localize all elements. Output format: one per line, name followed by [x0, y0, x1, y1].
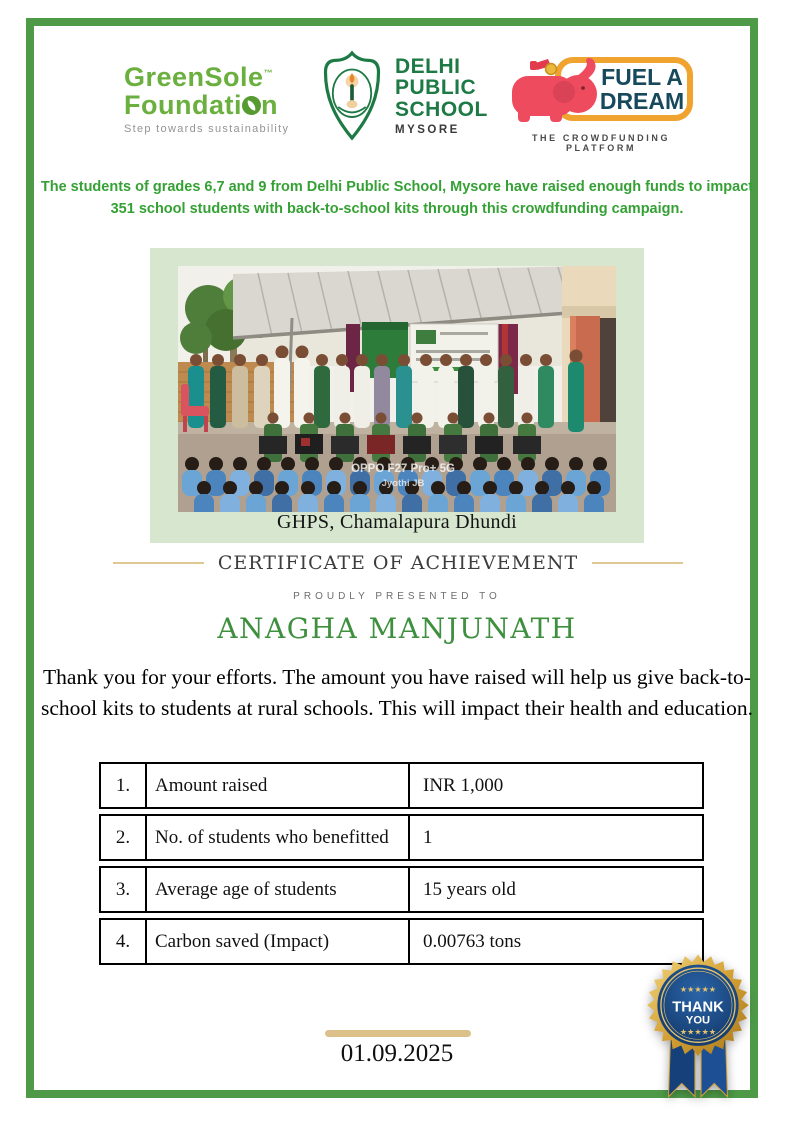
row-value: INR 1,000: [410, 762, 704, 809]
campaign-summary-line1: The students of grades 6,7 and 9 from Delhi Public School, Mysore have raised enough funds to impact: [40, 179, 754, 195]
greensole-wordmark: [124, 60, 294, 91]
thank-you-message: [0, 662, 794, 724]
thank-you-badge: [632, 944, 764, 1102]
badge-stars-bottom: ★★★★★: [679, 1027, 717, 1037]
table-row: [99, 762, 704, 809]
foundation-text-c: n: [260, 90, 278, 120]
photo-watermark-line2: Jyothi JB: [381, 478, 425, 489]
badge-text-you: YOU: [685, 1014, 711, 1027]
dps-shield-icon: [320, 50, 384, 142]
row-label: Amount raised: [147, 762, 410, 809]
thank-you-message-line1: Thank you for your efforts. The amount you have raised will help us give back-to-: [43, 665, 751, 689]
date-rule: [325, 1030, 471, 1037]
fuel-a-dream-mark: [506, 52, 696, 126]
leaf-icon: [242, 96, 261, 115]
row-number: 3.: [99, 866, 147, 913]
fad-wordmark-line1: FUEL A: [601, 64, 683, 90]
row-number: 4.: [99, 918, 147, 965]
impact-table: [99, 757, 704, 970]
row-number: 2.: [99, 814, 147, 861]
dps-line-school: SCHOOL: [395, 97, 488, 121]
presented-to-label: PROUDLY PRESENTED TO: [293, 591, 501, 602]
dps-line-public: PUBLIC: [395, 76, 477, 100]
campaign-summary-text: [0, 176, 794, 220]
foundation-text-b: oundati: [141, 90, 242, 120]
foundation-wordmark: [124, 91, 294, 120]
thank-you-message-line2: school kits to students at rural schools. This will impact their health and education.: [41, 696, 753, 720]
fad-wordmark-line2: DREAM: [599, 88, 685, 114]
foundation-text-a: F: [124, 90, 141, 120]
impact-table-body: [99, 762, 704, 965]
certificate-heading-row: [113, 552, 683, 574]
row-value: 0.00763 tons: [410, 918, 704, 965]
row-label: Average age of students: [147, 866, 410, 913]
school-photo-card: [150, 248, 644, 543]
badge-stars-top: ★★★★★: [679, 985, 717, 995]
trademark-symbol: ™: [263, 68, 274, 78]
heading-right-rule: [592, 562, 683, 564]
photo-caption: GHPS, Chamalapura Dhundi: [277, 511, 517, 533]
row-label: No. of students who benefitted: [147, 814, 410, 861]
table-row: [99, 866, 704, 913]
date: 01.09.2025: [340, 1040, 454, 1067]
group-photo: [178, 266, 616, 512]
photo-watermark-line1: OPPO F27 Pro+ 5G: [351, 463, 455, 475]
certificate-title: CERTIFICATE OF ACHIEVEMENT: [217, 552, 579, 574]
fuel-a-dream-logo: [506, 52, 696, 153]
dps-line-delhi: DELHI: [395, 54, 461, 78]
greensole-tagline: Step towards sustainability: [124, 123, 290, 135]
campaign-summary-line2: 351 school students with back-to-school kits through this crowdfunding campaign.: [110, 201, 684, 217]
row-label: Carbon saved (Impact): [147, 918, 410, 965]
heading-left-rule: [113, 562, 204, 564]
fad-tagline: THE CROWDFUNDING PLATFORM: [531, 133, 671, 153]
badge-text-thank: THANK: [672, 999, 724, 1016]
dps-city-label: MYSORE: [395, 124, 460, 137]
row-value: 15 years old: [410, 866, 704, 913]
dps-mysore-logo: [320, 50, 488, 142]
row-number: 1.: [99, 762, 147, 809]
recipient-name: ANAGHA MANJUNATH: [217, 612, 577, 645]
dps-wordmark: [395, 56, 488, 121]
table-row: [99, 814, 704, 861]
greensole-foundation-logo: [124, 60, 294, 135]
table-row: [99, 918, 704, 965]
greensole-name: GreenSole: [124, 62, 264, 92]
row-value: 1: [410, 814, 704, 861]
